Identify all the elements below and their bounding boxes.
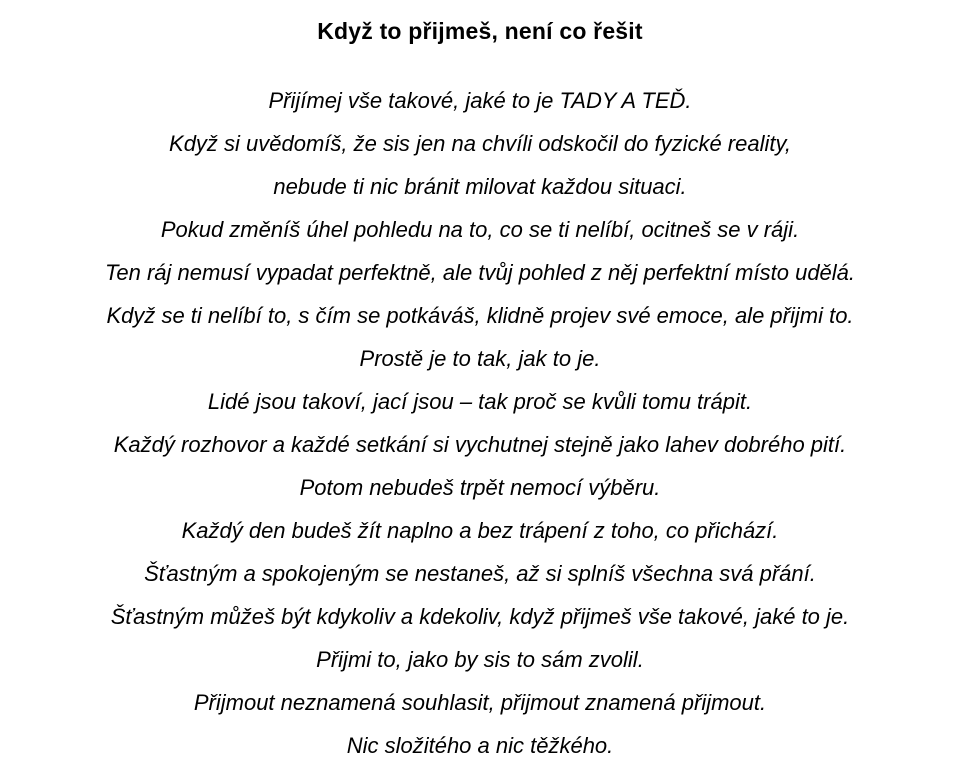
- poem-line: Potom nebudeš trpět nemocí výběru.: [299, 475, 661, 500]
- poem-line: Každý rozhovor a každé setkání si vychutnej stejně jako lahev dobrého pití.: [113, 432, 847, 457]
- poem-line: Každý den budeš žít naplno a bez trápení z toho, co přichází.: [181, 518, 779, 543]
- poem-line: Pokud změníš úhel pohledu na to, co se ti nelíbí, ocitneš se v ráji.: [160, 217, 800, 242]
- poem-line: Přijmi to, jako by sis to sám zvolil.: [316, 647, 644, 672]
- poem-line: Lidé jsou takoví, jací jsou – tak proč se kvůli tomu trápit.: [207, 389, 753, 414]
- poem-body: [0, 79, 960, 767]
- poem-line: Šťastným můžeš být kdykoliv a kdekoliv, když přijmeš vše takové, jaké to je.: [110, 604, 850, 629]
- poem-line: Nic složitého a nic těžkého.: [346, 733, 614, 758]
- poem-line: Přijímej vše takové, jaké to je TADY A TEĎ.: [268, 88, 692, 113]
- poem-line: Prostě je to tak, jak to je.: [359, 346, 601, 371]
- poem-line: Když se ti nelíbí to, s čím se potkáváš, klidně projev své emoce, ale přijmi to.: [106, 303, 854, 328]
- poem-line: nebude ti nic bránit milovat každou situaci.: [273, 174, 687, 199]
- poem-line: Ten ráj nemusí vypadat perfektně, ale tvůj pohled z něj perfektní místo udělá.: [104, 260, 856, 285]
- poem-line: Šťastným a spokojeným se nestaneš, až si splníš všechna svá přání.: [144, 561, 816, 586]
- poem-line: Když si uvědomíš, že sis jen na chvíli odskočil do fyzické reality,: [169, 131, 791, 156]
- document-title: Když to přijmeš, není co řešit: [317, 18, 643, 45]
- poem-line: Přijmout neznamená souhlasit, přijmout znamená přijmout.: [193, 690, 767, 715]
